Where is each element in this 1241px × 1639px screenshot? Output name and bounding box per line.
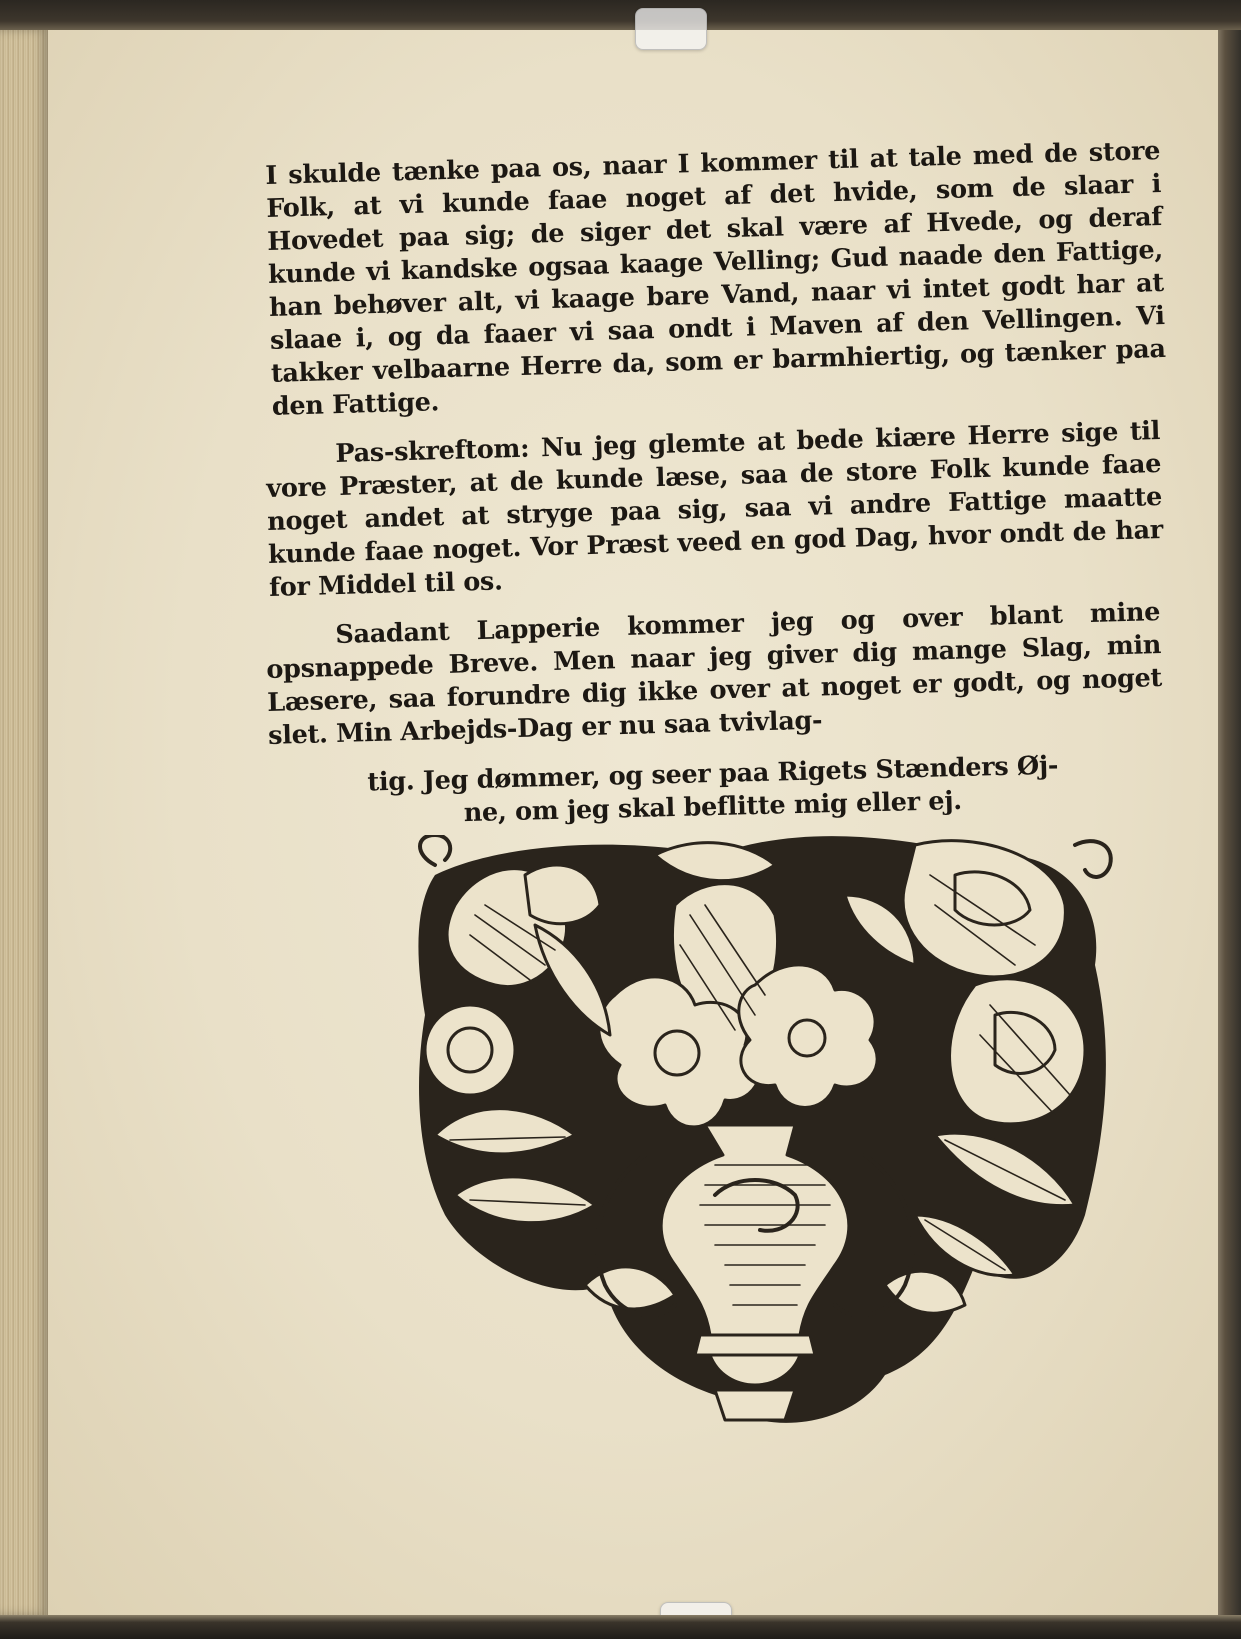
closing-line-1: tig. Jeg dømmer, og seer paa Rigets Stænders Øj-: [367, 750, 1059, 798]
paragraph-letter: I skulde tænke paa os, naar I kommer til at tale med de store Folk, at vi kunde faae noget af det hvide, som de slaar i Hovedet paa sig; de siger det skal være af Hvede, og deraf kunde vi kandske ogsaa kaage Velling; Gud naade den Fattige, han behøver alt, vi kaage bare Vand, naar vi intet godt har at slaae i, og da faaer vi saa ondt i Maven af den Vellingen. Vi takker velbaarne Herre da, som er barmhiertig, og tænker paa den Fattige.: [265, 136, 1167, 422]
woodcut-flower-vase-icon: [415, 835, 1135, 1455]
scan-top-margin: [0, 0, 1241, 30]
page-edges: [0, 30, 48, 1615]
closing-line-2: ne, om jeg skal beflitte mig eller ej.: [463, 785, 963, 829]
paragraph-postscript: Pas-skreftom: Nu jeg glemte at bede kiære Herre sige til vore Præster, at de kunde læse, saa de store Folk kunde faae noget andet at stryge paa sig, saa vi andre Fattige maatte kunde faae noget. Vor Præst veed en god Dag, hvor ondt de har for Middel til os.: [265, 416, 1164, 603]
scan-bottom-margin: [0, 1615, 1241, 1639]
body-text: [265, 136, 1167, 835]
page-clip-top: [635, 8, 707, 50]
page-speck: [290, 1600, 298, 1606]
paragraph-commentary: Saadant Lapperie kommer jeg og over blant mine opsnappede Breve. Men naar jeg giver dig mange Slag, min Læsere, saa forundre dig ikke over at noget er godt, og noget slet. Min Arbejds-Dag er nu saa tvivlag-: [265, 597, 1163, 751]
